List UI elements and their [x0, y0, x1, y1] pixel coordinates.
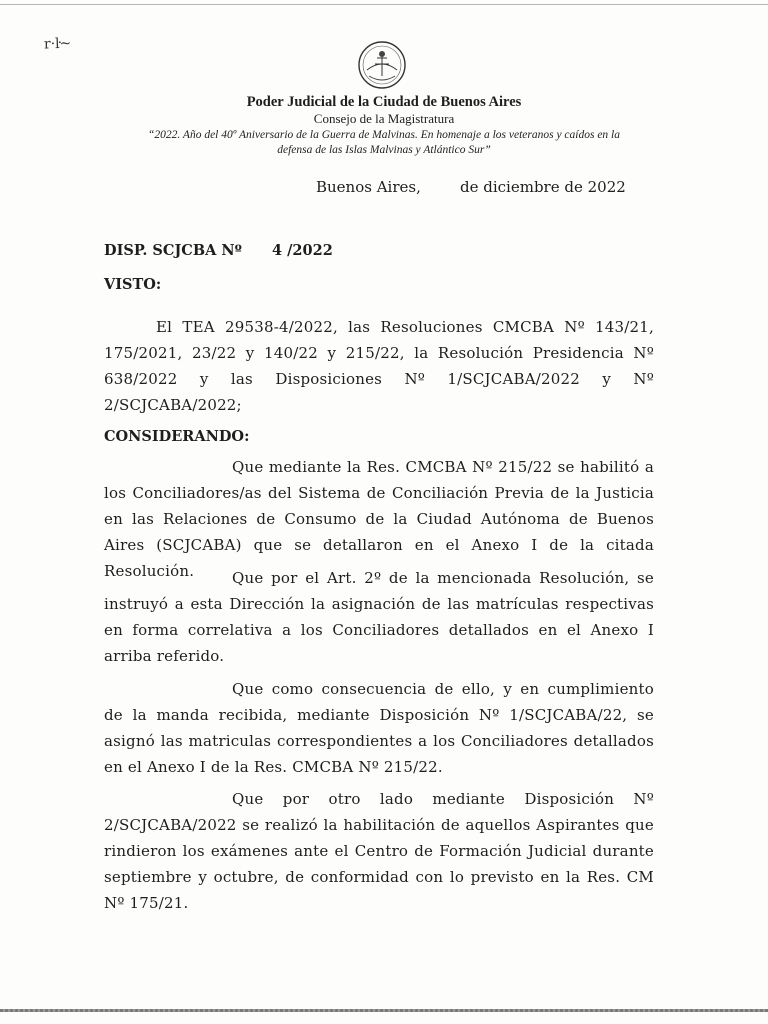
visto-paragraph: El TEA 29538-4/2022, las Resoluciones CMCBA Nº 143/21, 175/2021, 23/22 y 140/22 y 215/22, la Resolución Presidencia Nº 638/2022 y las Disposiciones Nº 1/SCJCABA/2022 y Nº 2/SCJCABA/2022; — [104, 318, 654, 414]
scan-edge-top — [0, 4, 768, 5]
scan-edge-bottom — [0, 1009, 768, 1012]
visto-heading: VISTO: — [104, 276, 162, 293]
disposition-label: DISP. SCJCBA Nº — [104, 242, 242, 259]
considerando-heading: CONSIDERANDO: — [104, 428, 250, 445]
margin-mark: r·ŀ~ — [43, 35, 72, 53]
council-subtitle: Consejo de la Magistratura — [313, 111, 455, 126]
considerando-paragraph-4: Que por otro lado mediante Disposición Nº 2/SCJCABA/2022 se realizó la habilitación de aquellos Aspirantes que rindieron los exámenes ante el Centro de Formación Judicial durante septiembre y octubre, de conformidad con lo previsto en la Res. CM Nº 175/21. — [104, 790, 654, 912]
considerando-paragraph-2: Que por el Art. 2º de la mencionada Resolución, se instruyó a esta Dirección la asignación de las matrículas respectivas en forma correlativa a los Conciliadores detallados en el Anexo I arriba referido. — [104, 569, 654, 665]
considerando-paragraph-1: Que mediante la Res. CMCBA Nº 215/22 se habilitó a los Conciliadores/as del Sistema de Conciliación Previa de la Justicia en las Relaciones de Consumo de la Ciudad Autónoma de Buenos Aires (SCJCABA) que se detallaron en el Anexo I de la citada Resolución. — [104, 458, 654, 580]
motto-line-1: “2022. Año del 40º Aniversario de la Guerra de Malvinas. En homenaje a los veteranos y caídos en la — [147, 129, 621, 141]
date-city: Buenos Aires, — [316, 178, 421, 196]
considerando-paragraph-3: Que como consecuencia de ello, y en cumplimiento de la manda recibida, mediante Disposición Nº 1/SCJCABA/22, se asignó las matriculas correspondientes a los Conciliadores detallados en el Anexo I de la Res. CMCBA Nº 215/22. — [104, 680, 654, 776]
date-rest: de diciembre de 2022 — [460, 178, 626, 196]
court-seal-icon — [357, 40, 407, 90]
motto-line-2: defensa de las Islas Malvinas y Atlántico Sur” — [277, 144, 491, 156]
institution-title: Poder Judicial de la Ciudad de Buenos Aires — [246, 94, 522, 110]
disposition-number: 4 /2022 — [272, 242, 333, 259]
motto — [0, 128, 768, 158]
